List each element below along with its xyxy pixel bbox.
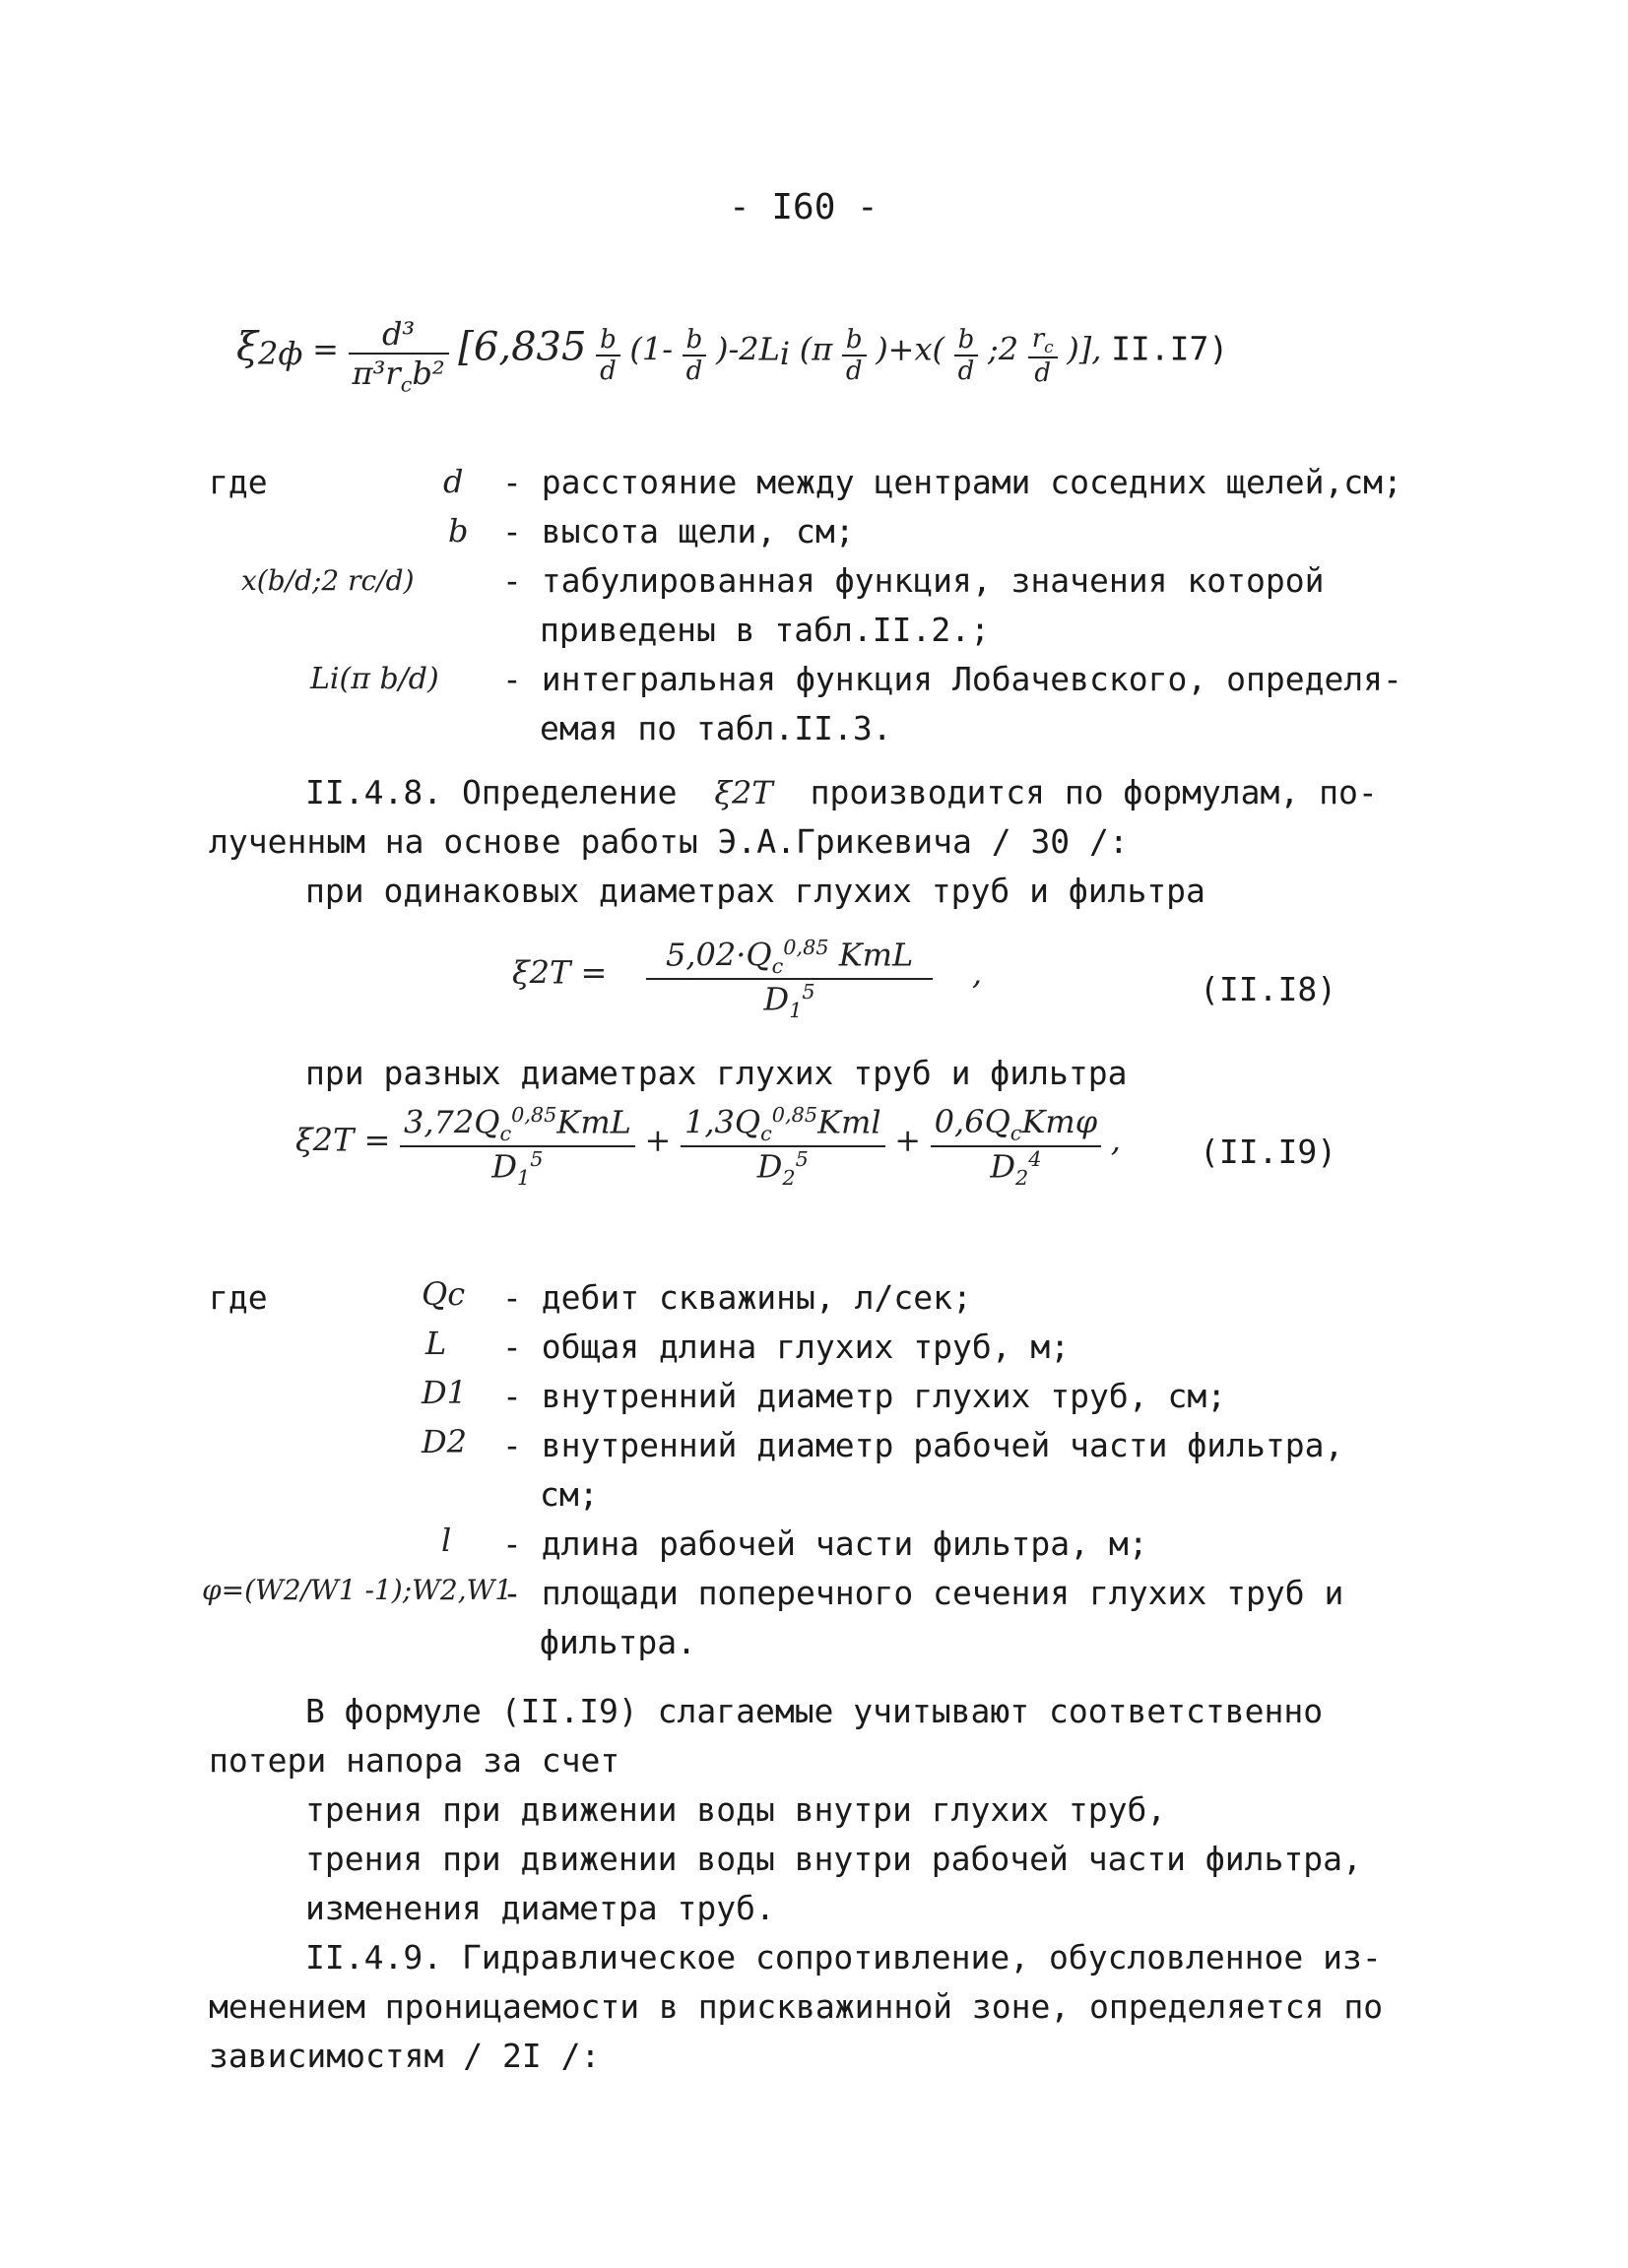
- defs2-where: где: [209, 1278, 268, 1317]
- equation-ii-19: [295, 1103, 1121, 1190]
- eq17-frac1: [596, 325, 620, 386]
- eq17-f4-den: d: [957, 356, 975, 387]
- para1-line1: [305, 773, 1378, 811]
- eq17-f5-den: d: [1034, 357, 1052, 388]
- eq19-t1-den-sup: 5: [530, 1147, 544, 1172]
- defs2-text-d2: - внутренний диаметр рабочей части фильтра,: [502, 1426, 1344, 1464]
- defs2-text-d1: - внутренний диаметр глухих труб, см;: [502, 1377, 1227, 1415]
- eq18-fraction: [646, 936, 933, 1022]
- defs1-where: где: [209, 463, 268, 501]
- eq19-plus1: +: [644, 1121, 672, 1159]
- eq17-mid5: ;2: [987, 330, 1019, 368]
- defs2-text-d2-cont: см;: [540, 1475, 599, 1514]
- eq17-f5-num-sub: c: [1044, 336, 1054, 356]
- para1-line1a: II.4.8. Определение: [305, 773, 678, 811]
- eq17-frac2: [683, 325, 707, 386]
- eq17-mid3: (π: [799, 330, 833, 368]
- defs1-symbol-d: d: [443, 463, 464, 500]
- eq18-denominator: [646, 980, 933, 1022]
- eq19-t3-den-sub: 2: [1014, 1165, 1029, 1190]
- eq19-t3-den-sup: 4: [1028, 1146, 1042, 1171]
- eq17-den-tail: b²: [412, 355, 445, 392]
- eq19-t2-den: [681, 1147, 885, 1190]
- eq17-main-denominator: [349, 355, 449, 396]
- eq17-frac3: [842, 325, 867, 386]
- para2-line6: II.4.9. Гидравлическое сопротивление, обусловленное из-: [305, 1938, 1382, 1976]
- defs1-symbol-li: Li(π b/d): [310, 662, 439, 696]
- para2-line4: трения при движении воды внутри рабочей части фильтра,: [305, 1840, 1362, 1878]
- para1-line1b: производится по формулам, по-: [810, 773, 1378, 811]
- eq17-f1-den: d: [600, 356, 617, 387]
- eq17-main-numerator: d³: [349, 315, 449, 355]
- para1-line2: лученным на основе работы Э.А.Грикевича / 30 /:: [209, 822, 1129, 861]
- eq18-numerator: [646, 936, 933, 980]
- eq17-mid2: )-2L: [715, 330, 780, 368]
- eq19-plus2: +: [894, 1121, 922, 1159]
- eq19-t1-den: [400, 1147, 635, 1190]
- eq17-mid1: (1-: [629, 330, 674, 368]
- defs1-text-li: - интегральная функция Лобачевского, определя-: [502, 660, 1402, 698]
- eq18-num-tail: KmL: [838, 936, 914, 974]
- eq18-comma: ,: [971, 953, 983, 992]
- defs2-symbol-lower-l: l: [441, 1522, 452, 1559]
- defs2-symbol-qc: Qc: [422, 1275, 466, 1313]
- eq18-num-sup: 0,85: [783, 936, 829, 959]
- eq19-t3-num-sub: c: [1009, 1121, 1022, 1145]
- para2-line7: менением проницаемости в прискважинной зоне, определяется по: [209, 1987, 1384, 2026]
- eq18-den-sup: 5: [802, 980, 815, 1004]
- line-different-diameters: при разных диаметрах глухих труб и фильтра: [305, 1054, 1128, 1092]
- defs1-text-d: - расстояние между центрами соседних щелей,см;: [502, 463, 1402, 501]
- defs1-text-li-cont: емая по табл.II.3.: [540, 709, 892, 747]
- defs2-text-qc: - дебит скважины, л/сек;: [502, 1278, 972, 1317]
- para1-symbol: ξ2T: [714, 774, 773, 811]
- eq17-f1-num: b: [596, 325, 620, 356]
- eq19-t2-num-sub: c: [760, 1122, 772, 1146]
- defs1-text-b: - высота щели, см;: [502, 512, 855, 551]
- eq17-f2-num: b: [683, 325, 707, 356]
- eq19-comma: ,: [1110, 1121, 1121, 1159]
- eq19-t1-num-sup: 0,85: [511, 1103, 557, 1127]
- eq19-t2-num-tail: Kml: [817, 1103, 881, 1141]
- defs2-symbol-l: L: [425, 1325, 447, 1362]
- para2-line8: зависимостям / 2I /:: [209, 2037, 601, 2075]
- eq19-t1-num-sub: c: [499, 1122, 512, 1146]
- defs2-text-phi-cont: фильтра.: [540, 1623, 696, 1661]
- eq17-bracket: [6,835: [458, 324, 587, 370]
- para2-line3: трения при движении воды внутри глухих труб,: [305, 1790, 1167, 1829]
- eq19-t3-den-base: D: [990, 1147, 1015, 1186]
- eq17-lhs: ξ: [236, 324, 259, 370]
- eq17-fraction-main: [349, 315, 449, 396]
- eq18-number: (II.I8): [1200, 970, 1337, 1008]
- eq19-t2-num-base: 1,3Q: [684, 1103, 761, 1141]
- eq18-den-sub: 1: [789, 999, 803, 1023]
- defs2-text-lower-l: - длина рабочей части фильтра, м;: [502, 1524, 1148, 1563]
- eq17-mid2-sub: i: [779, 334, 791, 372]
- eq17-den-sub: c: [400, 372, 413, 397]
- eq19-term3: [931, 1103, 1101, 1189]
- para2-line5: изменения диаметра труб.: [305, 1889, 775, 1927]
- equation-ii-17: [236, 315, 1228, 396]
- defs1-text-x-func-cont: приведены в табл.II.2.;: [540, 611, 990, 649]
- eq17-end: )],: [1067, 330, 1102, 368]
- eq19-t3-num: [931, 1103, 1101, 1146]
- eq17-mid4: )+x(: [876, 330, 945, 368]
- defs1-symbol-x-func: x(b/d;2 rc/d): [241, 564, 415, 597]
- eq17-f3-num: b: [842, 325, 867, 356]
- eq19-t2-den-sup: 5: [795, 1147, 809, 1172]
- eq19-term1: [400, 1103, 635, 1190]
- para2-line2: потери напора за счет: [209, 1741, 620, 1780]
- eq17-den-base: π³r: [352, 355, 401, 392]
- eq19-t1-num-base: 3,72Q: [403, 1103, 500, 1141]
- eq19-t1-num-tail: KmL: [556, 1103, 631, 1141]
- page-number: - I60 -: [729, 187, 879, 227]
- eq19-t1-den-sub: 1: [517, 1166, 531, 1191]
- para2-line1: В формуле (II.I9) слагаемые учитывают соответственно: [305, 1692, 1324, 1730]
- eq19-t2-num-sup: 0,85: [771, 1103, 818, 1127]
- eq19-t3-num-tail: Kmφ: [1021, 1103, 1098, 1141]
- equation-ii-18: [512, 936, 982, 1022]
- eq17-f5-num: [1028, 324, 1058, 358]
- defs1-symbol-b: b: [448, 512, 469, 550]
- eq19-t2-num: [681, 1103, 885, 1147]
- eq18-num-sub: c: [771, 954, 784, 979]
- eq19-term2: [681, 1103, 885, 1190]
- eq18-num-base: 5,02·Q: [665, 936, 772, 974]
- eq17-lhs-sub: 2ф: [258, 334, 303, 372]
- defs1-text-x-func: - табулированная функция, значения которой: [502, 561, 1325, 600]
- eq19-lhs: ξ2T =: [295, 1121, 391, 1159]
- eq19-t1-den-base: D: [491, 1147, 518, 1186]
- defs2-symbol-d1: D1: [422, 1374, 468, 1411]
- eq17-equals: =: [312, 330, 339, 368]
- defs2-symbol-d2: D2: [422, 1423, 468, 1460]
- eq17-f4-num: b: [954, 325, 979, 356]
- eq18-lhs: ξ2T =: [512, 953, 608, 992]
- eq17-f5-num-base: r: [1031, 323, 1045, 354]
- eq19-t2-den-sub: 2: [782, 1166, 796, 1191]
- eq18-den-base: D: [763, 980, 790, 1018]
- para1-line3: при одинаковых диаметрах глухих труб и фильтра: [305, 872, 1205, 910]
- defs2-text-phi: - площади поперечного сечения глухих труб и: [502, 1574, 1344, 1612]
- eq17-number: II.I7): [1111, 329, 1229, 368]
- eq19-t2-den-base: D: [756, 1147, 783, 1186]
- eq19-t1-num: [400, 1103, 635, 1147]
- eq19-number: (II.I9): [1200, 1133, 1337, 1171]
- eq19-t3-num-base: 0,6Q: [934, 1103, 1010, 1141]
- eq17-f3-den: d: [845, 356, 863, 387]
- defs2-text-l: - общая длина глухих труб, м;: [502, 1328, 1071, 1366]
- eq17-frac5: [1028, 324, 1058, 388]
- eq17-frac4: [954, 325, 979, 386]
- eq19-t3-den: [931, 1147, 1101, 1190]
- eq17-f2-den: d: [685, 356, 703, 387]
- defs2-symbol-phi: φ=(W2/W1 -1);W2,W1: [202, 1574, 513, 1606]
